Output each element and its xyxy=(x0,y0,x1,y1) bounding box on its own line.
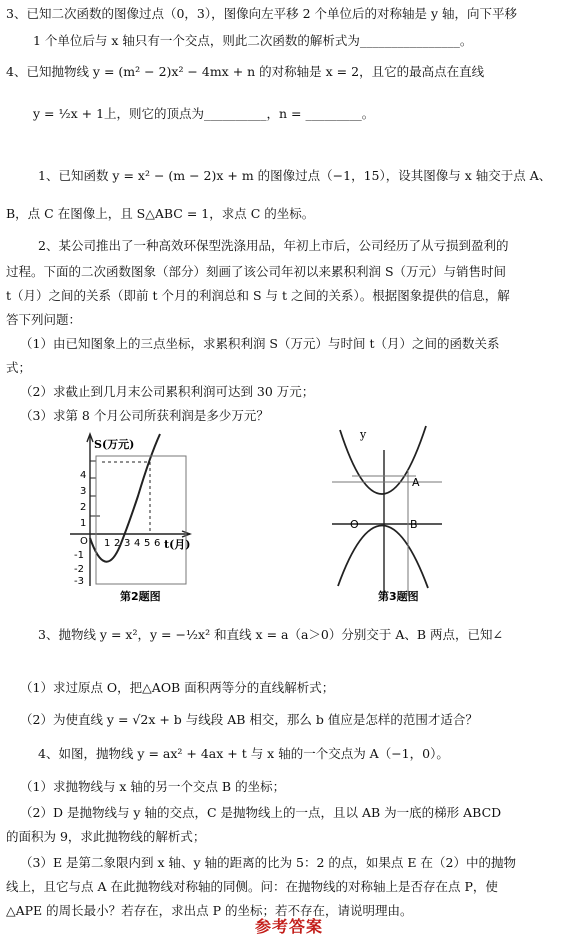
p3-q1-line: （1）求过原点 O，把△AOB 面积两等分的直线解析式； xyxy=(20,680,335,695)
p3-q2-line: （2）为使直线 y = √2x + b 与线段 AB 相交，那么 b 值应是怎样的范围才适合？ xyxy=(20,712,478,727)
p2-q3-line: （3）求第 8 个月公司所获利润是多少万元？ xyxy=(20,408,269,423)
q4-line-2: y = ½x + 1上，则它的顶点为__________，n = _________。 xyxy=(33,106,375,121)
p3-line-1: 3、抛物线 y = x²，y = −½x² 和直线 x = a（a＞0）分别交于 A、B 两点，已知∠ xyxy=(38,627,504,642)
x-tick-5: 6 xyxy=(154,538,161,549)
p1-line-2: B，点 C 在图像上，且 S△ABC = 1，求点 C 的坐标。 xyxy=(6,206,315,221)
y-tick-7: -3 xyxy=(74,576,84,587)
point-o-label: O xyxy=(350,518,359,531)
y-top-label: y xyxy=(360,428,367,441)
p4-q3-line-1: （3）E 是第二象限内到 x 轴、y 轴的距离的比为 5：2 的点，如果点 E 在（2）中的抛物 xyxy=(20,855,516,870)
p2-line-4: 答下列问题： xyxy=(6,312,82,327)
y-tick-3: 1 xyxy=(80,518,87,529)
point-a-label: A xyxy=(412,476,420,489)
x-tick-4: 5 xyxy=(144,538,151,549)
p4-line-1: 4、如图，抛物线 y = ax² + 4ax + t 与 x 轴的一个交点为 A（−1，0）。 xyxy=(38,746,449,761)
p4-q3-line-3: △APE 的周长最小？若存在，求出点 P 的坐标；若不存在，请说明理由。 xyxy=(6,903,413,918)
y-tick-6: -2 xyxy=(74,564,84,575)
lower-parabola xyxy=(338,525,428,588)
x-tick-2: 3 xyxy=(124,538,131,549)
x-axis-label: t(月) xyxy=(164,538,191,551)
p4-q1-line: （1）求抛物线与 x 轴的另一个交点 B 的坐标； xyxy=(20,779,286,794)
y-tick-0: 4 xyxy=(80,470,87,481)
p2-line-2: 过程。下面的二次函数图象（部分）刻画了该公司年初以来累积利润 S（万元）与销售时间 xyxy=(6,264,507,279)
x-tick-3: 4 xyxy=(134,538,141,549)
figure-caption-right: 第3题图 xyxy=(378,590,419,602)
p2-q2-line: （2）求截止到几月末公司累积利润可达到 30 万元； xyxy=(20,384,315,399)
p4-q2-line-1: （2）D 是抛物线与 y 轴的交点，C 是抛物线上的一点，且以 AB 为一底的梯形 ABCD xyxy=(20,805,502,820)
q4-line-1: 4、已知抛物线 y = (m² − 2)x² − 4mx + n 的对称轴是 x = 2，且它的最高点在直线 xyxy=(6,64,485,79)
y-tick-5: -1 xyxy=(74,550,84,561)
reference-answer-heading: 参考答案 xyxy=(254,917,323,936)
p2-q1-line-2: 式； xyxy=(6,360,32,375)
p1-line-1: 1、已知函数 y = x² − (m − 2)x + m 的图像过点（−1，15），设其图像与 x 轴交于点 A、 xyxy=(38,168,552,183)
parabola-graph-figure xyxy=(322,410,452,602)
figure-caption-left: 第2题图 xyxy=(120,590,161,603)
p2-q1-line-1: （1）由已知图象上的三点坐标，求累积利润 S（万元）与时间 t（月）之间的函数关系 xyxy=(20,336,500,351)
q3-line-1: 3、已知二次函数的图像过点（0，3），图像向左平移 2 个单位后的对称轴是 y 轴，向下平移 xyxy=(6,6,518,21)
p2-line-3: t（月）之间的关系（即前 t 个月的利润总和 S 与 t 之间的关系）。根据图象提供的信息，解 xyxy=(6,288,510,303)
p2-line-1: 2、某公司推出了一种高效环保型洗涤用品，年初上市后，公司经历了从亏损到盈利的 xyxy=(38,238,509,253)
y-axis-label: S(万元) xyxy=(94,438,135,451)
y-tick-1: 3 xyxy=(80,486,87,497)
point-b-label: B xyxy=(410,518,418,531)
x-tick-1: 2 xyxy=(114,538,121,549)
origin-label: O xyxy=(80,536,88,547)
x-tick-0: 1 xyxy=(104,538,111,549)
y-tick-2: 2 xyxy=(80,502,87,513)
p4-q3-line-2: 线上，且它与点 A 在此抛物线对称轴的同侧。问：在抛物线的对称轴上是否存在点 P，使 xyxy=(6,879,498,894)
q3-line-2: 1 个单位后与 x 轴只有一个交点，则此二次函数的解析式为________________。 xyxy=(33,33,473,48)
profit-graph-figure xyxy=(60,426,196,606)
p4-q2-line-2: 的面积为 9，求此抛物线的解析式； xyxy=(6,829,206,844)
